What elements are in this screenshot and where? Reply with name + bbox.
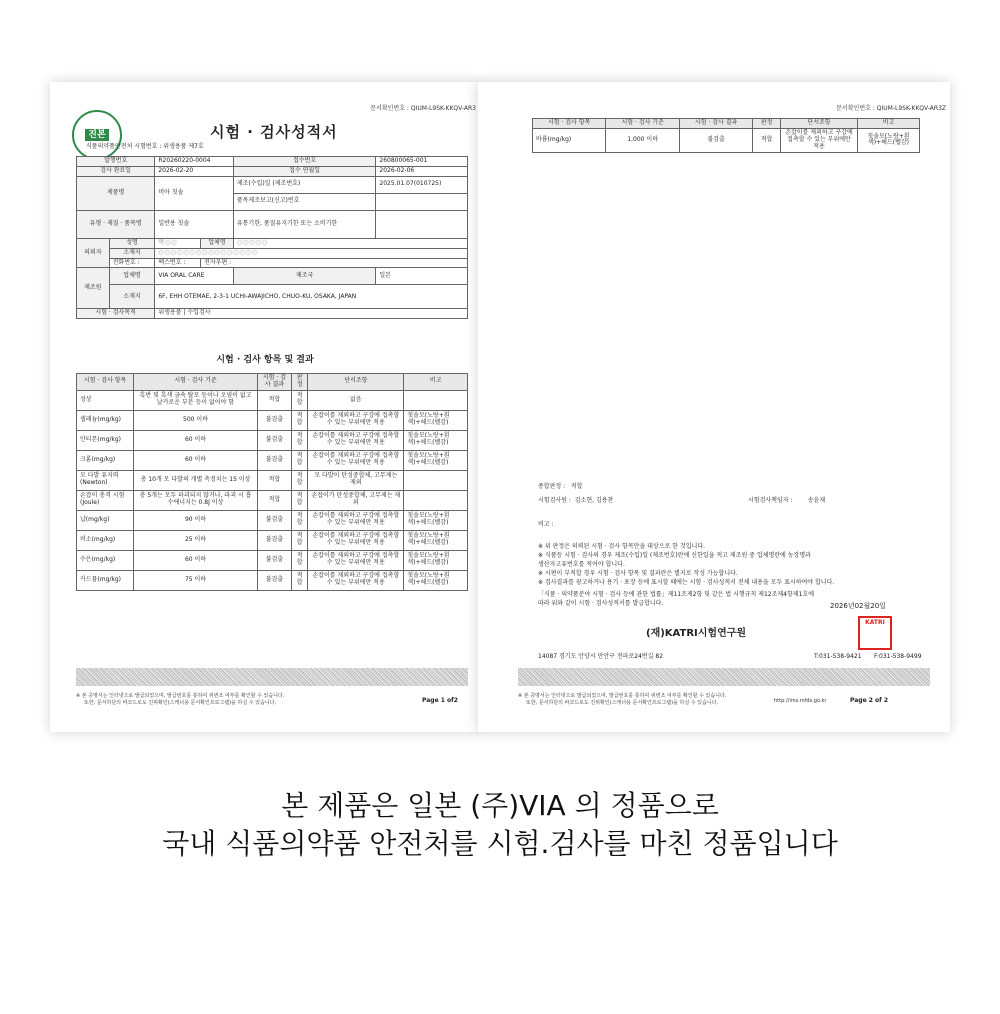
caption-line-2: 국내 식품의약품 안전처를 시험.검사를 마친 정품입니다 <box>162 827 838 860</box>
cell-standard: 60 이하 <box>134 450 258 470</box>
document-number: 문서확인번호 : QIUM-L9SK-KKQV-AR3 <box>370 105 476 112</box>
cell-verdict: 적합 <box>292 550 308 570</box>
info-label: 유형 · 재질 · 품목명 <box>77 210 155 238</box>
footnote: 또한, 문서하단의 바코드로도 진위확인(스캐너용 문서확인프로그램)을 하실 수 있습니다. <box>84 700 277 706</box>
cell-note <box>404 390 468 410</box>
table-row <box>77 470 468 490</box>
info-value: 위생용품 | 수입검사 <box>155 309 468 319</box>
tester-label: 시험검사원 : <box>538 497 571 504</box>
page-subtitle: 식품의약품안전처 시험번호 : 위생용품 제7호 <box>86 143 204 150</box>
column-header: 시험 · 검사 결과 <box>257 374 291 391</box>
page-number: Page 2 of 2 <box>850 697 888 704</box>
note-line: ※ 위 판정은 의뢰된 시험 · 검사 항목만을 대상으로 한 것입니다. <box>538 543 706 550</box>
cell-standard: 75 이하 <box>134 570 258 590</box>
info-label: 팩스번호 : <box>155 258 201 268</box>
cell-verdict: 적합 <box>292 510 308 530</box>
cell-clause: 없음 <box>308 390 404 410</box>
note-line: 생산자고유번호를 적어야 합니다. <box>538 561 625 568</box>
info-label: 접수번호 <box>233 157 376 167</box>
info-label: 업체명 <box>109 268 155 285</box>
cell-item: 카드뮴(mg/kg) <box>77 570 134 590</box>
tester-value: 김소현, 김용찬 <box>574 497 614 504</box>
katri-seal-icon: KATRI <box>858 616 892 650</box>
column-header: 시험 · 검사 항목 <box>77 374 134 391</box>
cell-verdict: 적합 <box>292 390 308 410</box>
info-label: 소재지 <box>109 285 155 309</box>
note-line: ※ 식품등 시험 · 검사의 경우 제조(수입)일 (제조번호)란에 신한일을 적고 제조원 중 업체명란에 농장명과 <box>538 552 811 559</box>
authenticity-seal-icon: 진본 <box>72 110 122 160</box>
org-address: 14087 경기도 안양시 만안구 전파로24번길 82 <box>538 653 664 660</box>
document-number: 문서확인번호 : QIUM-L9SK-KKQV-AR3Z <box>836 105 946 112</box>
cell-clause: 손잡이를 제외하고 구강에 접촉할 수 있는 부위에만 적용 <box>308 530 404 550</box>
cell-item: 크롬(mg/kg) <box>77 450 134 470</box>
organization-name: (재)KATRI시험연구원 <box>646 628 747 639</box>
column-header: 시험 · 검사 결과 <box>679 119 752 129</box>
cell-note: 칫솔모(노랑+흰색)+헤드(벨감) <box>404 570 468 590</box>
cell-item: 수은(mg/kg) <box>77 550 134 570</box>
law-line: 따라 위와 같이 시험 · 검사성적서를 발급합니다. <box>538 600 664 607</box>
cell-clause: 손잡이가 탄성중합체, 고무제는 제외 <box>308 490 404 510</box>
cell-verdict: 적합 <box>753 128 781 152</box>
cell-note <box>404 490 468 510</box>
cell-clause: 모 다발이 탄성중합체, 고무제는 제외 <box>308 470 404 490</box>
info-label: 제품명 <box>77 176 155 210</box>
info-label: 성명 <box>109 238 155 248</box>
barcode-strip <box>518 668 930 686</box>
column-header: 비고 <box>858 119 920 129</box>
verification-url: http://ims.mfds.go.kr <box>774 698 827 704</box>
org-fax: F:031-538-9499 <box>874 653 922 660</box>
cell-item: 바륨(mg/kg) <box>533 128 606 152</box>
info-label: 제조원 <box>77 268 110 309</box>
cell-standard: 흑반 및 흑색 금속 탈모 등이나 오염이 없고 날카로운 부분 등이 없어야 함 <box>134 390 258 410</box>
overall-value: 적합 <box>570 483 583 490</box>
cell-standard: 60 이하 <box>134 430 258 450</box>
cell-note: 칫솔모(노랑+흰색)+헤드(벨감) <box>404 550 468 570</box>
cell-result: 불검출 <box>257 570 291 590</box>
section-title: 시험 · 검사 항목 및 결과 <box>216 355 314 365</box>
table-row <box>77 410 468 430</box>
cell-note: 칫솔모(노랑+흰색)+헤드(벨감) <box>404 410 468 430</box>
info-value: ○○○○○○○○○○○○○○○○ <box>155 248 468 258</box>
cell-result: 불검출 <box>257 530 291 550</box>
info-label: 접수 연월일 <box>233 166 376 176</box>
cell-item: 성상 <box>77 390 134 410</box>
certificate-page-2 <box>478 82 950 732</box>
info-value: 2026-02-06 <box>376 166 468 176</box>
cell-standard: 25 이하 <box>134 530 258 550</box>
org-tel: T:031-538-9421 <box>814 653 862 660</box>
info-label: 품목제조보고(신고)번호 <box>233 193 376 210</box>
issue-date: 2026년02월20일 <box>830 602 886 610</box>
column-header: 시험 · 검사 항목 <box>533 119 606 129</box>
overall-label: 종합판정 : <box>538 483 566 490</box>
cell-item: 납(mg/kg) <box>77 510 134 530</box>
table-row <box>77 390 468 410</box>
cell-result: 적합 <box>257 470 291 490</box>
info-value: 박○○ <box>155 238 201 248</box>
column-header: 비고 <box>404 374 468 391</box>
info-value: 일본 <box>376 268 468 285</box>
info-value: 260800065-001 <box>376 157 468 167</box>
barcode-strip <box>76 668 468 686</box>
footnote: 또한, 문서하단의 바코드로도 진위확인(스캐너용 문서확인프로그램)을 하실 수 있습니다. <box>526 700 719 706</box>
certificate-page-1 <box>50 82 480 732</box>
cell-clause: 손잡이를 제외하고 구강에 접촉할 수 있는 부위에만 적용 <box>308 510 404 530</box>
table-row <box>77 510 468 530</box>
cell-clause: 손잡이를 제외하고 구강에 접촉할 수 있는 부위에만 적용 <box>308 430 404 450</box>
info-value: ○○○○○ <box>233 238 467 248</box>
table-row <box>77 430 468 450</box>
info-value <box>376 193 468 210</box>
info-value: 2026-02-20 <box>155 166 234 176</box>
table-row <box>77 450 468 470</box>
cell-verdict: 적합 <box>292 430 308 450</box>
cell-item: 비소(mg/kg) <box>77 530 134 550</box>
table-row <box>533 128 920 152</box>
cell-result: 적합 <box>257 390 291 410</box>
info-label: 의뢰자 <box>77 238 110 268</box>
cell-standard: 500 이하 <box>134 410 258 430</box>
info-label: 제조국 <box>233 268 376 285</box>
cell-standard: 총 10개 모 다발의 개별 측정치는 15 이상 <box>134 470 258 490</box>
info-value <box>376 210 468 238</box>
column-header: 판정 <box>753 119 781 129</box>
cell-result: 적합 <box>257 490 291 510</box>
cell-clause: 손잡이를 제외하고 구강에 접촉할 수 있는 부위에만 적용 <box>308 570 404 590</box>
info-label: 유통기한, 품질유지기한 또는 소비기한 <box>233 210 376 238</box>
info-label: 제조(수입)일 (제조번호) <box>233 176 376 193</box>
cell-result: 불검출 <box>257 450 291 470</box>
info-label: 발행번호 <box>77 157 155 167</box>
table-row <box>77 570 468 590</box>
cell-verdict: 적합 <box>292 410 308 430</box>
table-row <box>77 550 468 570</box>
cell-item: 안티몬(mg/kg) <box>77 430 134 450</box>
cell-verdict: 적합 <box>292 530 308 550</box>
note-line: ※ 시편이 부적합 경우 시험 · 검사 항목 및 결과란은 별지로 작성 가능합니다. <box>538 570 738 577</box>
info-label: 시험 · 검사목적 <box>77 309 155 319</box>
footnote: ※ 본 증명서는 인터넷으로 발급되었으며, 발급번호를 통하여 위변조 여부를 확인할 수 있습니다. <box>518 693 727 699</box>
table-row <box>77 530 468 550</box>
info-value: VIA ORAL CARE <box>155 268 234 285</box>
cell-result: 불검출 <box>257 430 291 450</box>
info-label: 검사 완료일 <box>77 166 155 176</box>
cell-note: 칫솔모(노랑+흰색)+헤드(벨감) <box>404 510 468 530</box>
results-table-continued <box>532 118 920 153</box>
cell-note: 칫솔모(노랑+흰색)+헤드(벨감) <box>858 128 920 152</box>
cell-clause: 손잡이를 제외하고 구강에 접촉할 수 있는 부위에만 적용 <box>781 128 858 152</box>
cell-standard: 60 이하 <box>134 550 258 570</box>
cell-item: 손잡이 충격 시험(Joule) <box>77 490 134 510</box>
info-label: 소재지 <box>109 248 155 258</box>
table-row <box>77 490 468 510</box>
cell-result: 불검출 <box>257 410 291 430</box>
cell-standard: 90 이하 <box>134 510 258 530</box>
cell-note: 칫솔모(노랑+흰색)+헤드(벨감) <box>404 430 468 450</box>
cell-item: 모 다발 유지력(Newton) <box>77 470 134 490</box>
cell-item: 셀레늄(mg/kg) <box>77 410 134 430</box>
footnote: ※ 본 증명서는 인터넷으로 발급되었으며, 발급번호를 통하여 위변조 여부를 확인할 수 있습니다. <box>76 693 285 699</box>
manager-label: 시험검사책임자 : <box>748 497 793 504</box>
cell-clause: 손잡이를 제외하고 구강에 접촉할 수 있는 부위에만 적용 <box>308 550 404 570</box>
cell-result: 불검출 <box>257 510 291 530</box>
info-value: 일반용 칫솔 <box>155 210 234 238</box>
cell-note <box>404 470 468 490</box>
cell-verdict: 적합 <box>292 470 308 490</box>
page-number: Page 1 of2 <box>422 697 458 704</box>
remark-label: 비고 : <box>538 521 554 528</box>
cell-result: 불검출 <box>257 550 291 570</box>
law-line: 「식품 · 의약품분야 시험 · 검사 등에 관한 법률」제11조제2항 및 같은 법 시행규칙 제12조제4항제1호에 <box>538 591 814 598</box>
info-value: 비아 칫솔 <box>155 176 234 210</box>
cell-standard: 총 5개는 모두 파괴되지 않거나, 파괴 시 흡수에너지는 0.8J 이상 <box>134 490 258 510</box>
info-value: 2025.01.07(010725) <box>376 176 468 193</box>
info-label: 전화번호 : <box>109 258 155 268</box>
cell-standard: 1,000 이하 <box>606 128 679 152</box>
results-table <box>76 373 468 591</box>
manager-value: 송윤재 <box>807 497 826 504</box>
caption-line-1: 본 제품은 일본 (주)VIA 의 정품으로 <box>281 789 719 822</box>
cell-verdict: 적합 <box>292 570 308 590</box>
page-title: 시험 · 검사성적서 <box>210 123 338 141</box>
info-table <box>76 156 468 319</box>
cell-note: 칫솔모(노랑+흰색)+헤드(벨감) <box>404 450 468 470</box>
info-label: 업체명 <box>201 238 234 248</box>
info-label: 전자우편 : <box>201 258 468 268</box>
column-header: 시험 · 검사 기준 <box>134 374 258 391</box>
cell-result: 불검출 <box>679 128 752 152</box>
cell-verdict: 적합 <box>292 450 308 470</box>
column-header: 단서조항 <box>308 374 404 391</box>
cell-verdict: 적합 <box>292 490 308 510</box>
info-value: 6F, EHH OTEMAE, 2-3-1 UCHI-AWAJICHO, CHUO-KU, OSAKA, JAPAN <box>155 285 468 309</box>
column-header: 판정 <box>292 374 308 391</box>
column-header: 시험 · 검사 기준 <box>606 119 679 129</box>
cell-clause: 손잡이를 제외하고 구강에 접촉할 수 있는 부위에만 적용 <box>308 410 404 430</box>
note-line: ※ 검사결과를 광고하거나 용기 · 포장 등에 표시할 때에는 시험 · 검사성적서 전체 내용을 모두 표시하여야 합니다. <box>538 579 835 586</box>
info-value: R20260220-0004 <box>155 157 234 167</box>
cell-note: 칫솔모(노랑+흰색)+헤드(벨감) <box>404 530 468 550</box>
column-header: 단서조항 <box>781 119 858 129</box>
cell-clause: 손잡이를 제외하고 구강에 접촉할 수 있는 부위에만 적용 <box>308 450 404 470</box>
